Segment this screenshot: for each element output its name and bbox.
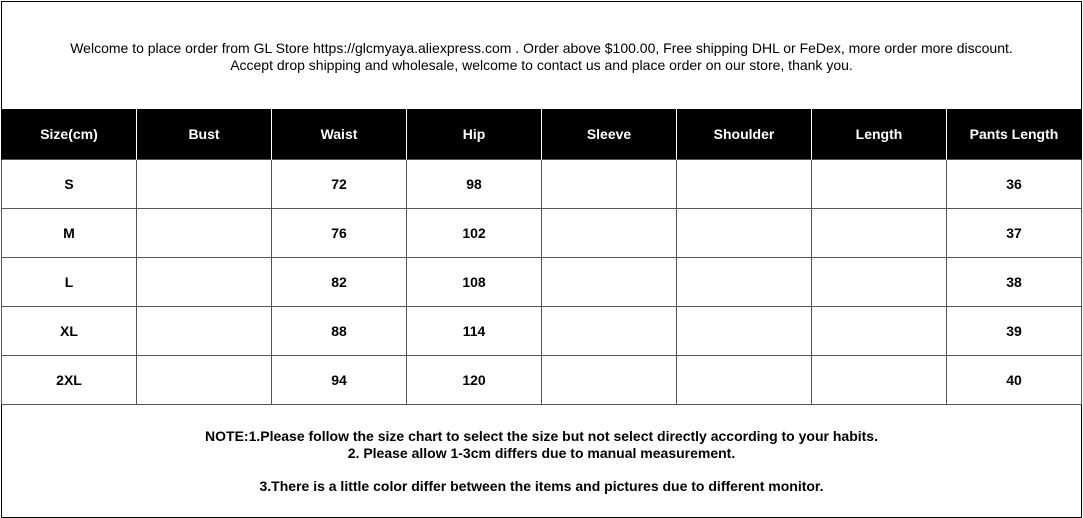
column-header-size: Size(cm) — [2, 109, 137, 160]
waist-cell: 72 — [272, 160, 407, 209]
hip-cell: 102 — [407, 209, 542, 258]
hip-cell: 120 — [407, 356, 542, 405]
hip-cell: 98 — [407, 160, 542, 209]
size-cell: M — [2, 209, 137, 258]
table-row — [2, 209, 1082, 258]
sleeve-cell — [542, 307, 677, 356]
size-cell: L — [2, 258, 137, 307]
pants-length-cell: 38 — [947, 258, 1082, 307]
notes-section — [2, 405, 1081, 495]
length-cell — [812, 258, 947, 307]
waist-cell: 82 — [272, 258, 407, 307]
store-welcome-header — [2, 2, 1081, 109]
shoulder-cell — [677, 258, 812, 307]
hip-cell: 108 — [407, 258, 542, 307]
size-table-header-row — [2, 109, 1082, 160]
column-header-bust: Bust — [137, 109, 272, 160]
sleeve-cell — [542, 258, 677, 307]
column-header-hip: Hip — [407, 109, 542, 160]
length-cell — [812, 307, 947, 356]
sleeve-cell — [542, 209, 677, 258]
bust-cell — [137, 160, 272, 209]
waist-cell: 76 — [272, 209, 407, 258]
table-row — [2, 356, 1082, 405]
pants-length-cell: 39 — [947, 307, 1082, 356]
waist-cell: 94 — [272, 356, 407, 405]
column-header-length: Length — [812, 109, 947, 160]
notes-spacer — [2, 462, 1081, 478]
size-cell: XL — [2, 307, 137, 356]
pants-length-cell: 40 — [947, 356, 1082, 405]
note-1: NOTE:1.Please follow the size chart to select the size but not select directly according to your habits. — [205, 428, 878, 444]
length-cell — [812, 160, 947, 209]
length-cell — [812, 356, 947, 405]
shoulder-cell — [677, 307, 812, 356]
note-2: 2. Please allow 1-3cm differs due to manual measurement. — [347, 445, 736, 461]
column-header-waist: Waist — [272, 109, 407, 160]
shoulder-cell — [677, 356, 812, 405]
bust-cell — [137, 209, 272, 258]
table-row — [2, 307, 1082, 356]
pants-length-cell: 36 — [947, 160, 1082, 209]
sleeve-cell — [542, 356, 677, 405]
welcome-line-2: Accept drop shipping and wholesale, welcome to contact us and place order on our store, thank you. — [230, 57, 853, 73]
bust-cell — [137, 307, 272, 356]
hip-cell: 114 — [407, 307, 542, 356]
column-header-shoulder: Shoulder — [677, 109, 812, 160]
table-row — [2, 160, 1082, 209]
length-cell — [812, 209, 947, 258]
sleeve-cell — [542, 160, 677, 209]
column-header-pants-length: Pants Length — [947, 109, 1082, 160]
column-header-sleeve: Sleeve — [542, 109, 677, 160]
waist-cell: 88 — [272, 307, 407, 356]
welcome-line-1: Welcome to place order from GL Store https://glcmyaya.aliexpress.com . Order above $100.00, Free shipping DHL or FeDex, more order more discount. — [70, 40, 1013, 56]
shoulder-cell — [677, 160, 812, 209]
size-cell: S — [2, 160, 137, 209]
table-row — [2, 258, 1082, 307]
shoulder-cell — [677, 209, 812, 258]
pants-length-cell: 37 — [947, 209, 1082, 258]
bust-cell — [137, 258, 272, 307]
note-3: 3.There is a little color differ between the items and pictures due to different monitor. — [259, 478, 824, 494]
size-chart-frame — [1, 1, 1082, 518]
bust-cell — [137, 356, 272, 405]
size-table — [1, 109, 1082, 405]
size-cell: 2XL — [2, 356, 137, 405]
